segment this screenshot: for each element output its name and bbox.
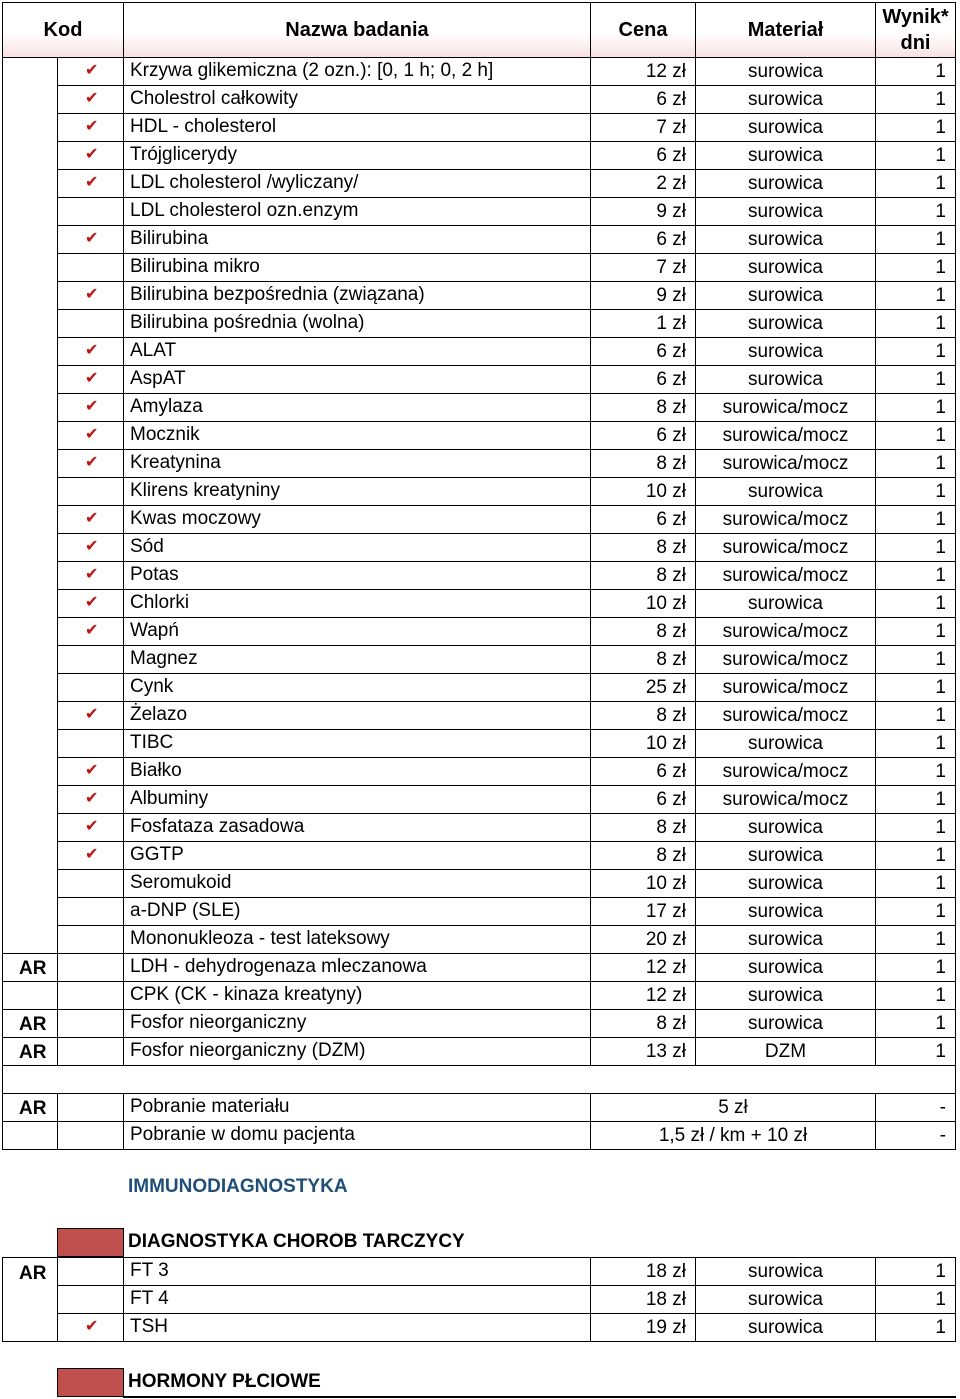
test-days: 1 (875, 253, 956, 282)
test-name: Chlorki (123, 589, 591, 618)
test-name: AspAT (123, 365, 591, 394)
test-name: Klirens kreatyniny (123, 477, 591, 506)
test-material: surowica (695, 225, 876, 254)
test-name: Kreatynina (123, 449, 591, 478)
test-days: 1 (875, 953, 956, 982)
test-material: surowica/mocz (695, 421, 876, 450)
test-name: a-DNP (SLE) (123, 897, 591, 926)
test-days: 1 (875, 589, 956, 618)
checkmark-icon: ✔ (85, 426, 99, 443)
check-cell (57, 505, 124, 534)
check-cell (57, 953, 124, 982)
test-name: Sód (123, 533, 591, 562)
test-price: 6 zł (590, 85, 696, 114)
test-material: surowica (695, 141, 876, 170)
check-cell (57, 729, 124, 758)
section-color-swatch (57, 1368, 124, 1397)
test-price: 10 zł (590, 869, 696, 898)
check-cell (57, 841, 124, 870)
test-name: Albuminy (123, 785, 591, 814)
checkmark-icon: ✔ (85, 174, 99, 191)
test-name: Seromukoid (123, 869, 591, 898)
checkmark-icon: ✔ (85, 510, 99, 527)
test-price: 10 zł (590, 729, 696, 758)
header-kod: Kod (2, 2, 124, 58)
test-name: Trójglicerydy (123, 141, 591, 170)
test-name: Krzywa glikemiczna (2 ozn.): [0, 1 h; 0, 2 h] (123, 57, 591, 86)
test-price: 13 zł (590, 1037, 696, 1066)
kod-cell: AR (2, 1093, 58, 1122)
test-days: 1 (875, 645, 956, 674)
test-name: Bilirubina bezpośrednia (związana) (123, 281, 591, 310)
kod-cell: AR (2, 1037, 58, 1066)
test-days: 1 (875, 757, 956, 786)
test-name: Fosfataza zasadowa (123, 813, 591, 842)
check-cell (57, 1093, 124, 1122)
test-days: 1 (875, 57, 956, 86)
service-name: Pobranie w domu pacjenta (123, 1121, 591, 1150)
checkmark-icon: ✔ (85, 342, 99, 359)
test-price: 12 zł (590, 953, 696, 982)
test-price: 9 zł (590, 281, 696, 310)
test-price: 6 zł (590, 421, 696, 450)
test-material: surowica/mocz (695, 757, 876, 786)
checkmark-icon: ✔ (85, 370, 99, 387)
test-price: 6 zł (590, 337, 696, 366)
test-name: Białko (123, 757, 591, 786)
checkmark-icon: ✔ (85, 762, 99, 779)
test-days: 1 (875, 1257, 956, 1286)
test-material: surowica/mocz (695, 645, 876, 674)
kod-cell: AR (2, 1009, 58, 1038)
test-price: 6 zł (590, 505, 696, 534)
check-cell (57, 785, 124, 814)
checkmark-icon: ✔ (85, 146, 99, 163)
test-price: 8 zł (590, 841, 696, 870)
test-price: 8 zł (590, 1009, 696, 1038)
test-material: surowica (695, 1257, 876, 1286)
test-days: 1 (875, 729, 956, 758)
section-heading-immunodiagnostics: IMMUNODIAGNOSTYKA (128, 1177, 348, 1197)
section-heading-hormones: HORMONY PŁCIOWE (128, 1372, 321, 1392)
test-material: surowica (695, 589, 876, 618)
test-name: LDL cholesterol ozn.enzym (123, 197, 591, 226)
check-cell (57, 589, 124, 618)
check-cell (57, 85, 124, 114)
test-material: DZM (695, 1037, 876, 1066)
test-days: 1 (875, 1009, 956, 1038)
test-price: 2 zł (590, 169, 696, 198)
test-price: 6 zł (590, 785, 696, 814)
test-material: surowica (695, 1285, 876, 1314)
kod-cell (2, 981, 58, 1010)
test-name: LDH - dehydrogenaza mleczanowa (123, 953, 591, 982)
test-price: 25 zł (590, 673, 696, 702)
test-price: 10 zł (590, 589, 696, 618)
test-material: surowica/mocz (695, 561, 876, 590)
test-material: surowica/mocz (695, 673, 876, 702)
check-cell (57, 701, 124, 730)
check-cell (57, 1037, 124, 1066)
test-days: 1 (875, 1285, 956, 1314)
section-underline (123, 1396, 956, 1398)
test-material: surowica (695, 365, 876, 394)
test-name: Potas (123, 561, 591, 590)
test-days: 1 (875, 85, 956, 114)
check-cell (57, 309, 124, 338)
test-days: 1 (875, 197, 956, 226)
test-days: 1 (875, 981, 956, 1010)
test-material: surowica (695, 337, 876, 366)
test-material: surowica (695, 1313, 876, 1342)
check-cell (57, 617, 124, 646)
test-material: surowica (695, 925, 876, 954)
test-material: surowica (695, 869, 876, 898)
check-cell (57, 645, 124, 674)
test-price: 20 zł (590, 925, 696, 954)
test-days: 1 (875, 813, 956, 842)
test-days: 1 (875, 281, 956, 310)
test-price: 8 zł (590, 617, 696, 646)
test-name: Fosfor nieorganiczny (123, 1009, 591, 1038)
test-price: 8 zł (590, 813, 696, 842)
test-material: surowica (695, 169, 876, 198)
test-name: FT 4 (123, 1285, 591, 1314)
service-days: - (875, 1121, 956, 1150)
test-days: 1 (875, 785, 956, 814)
test-price: 1 zł (590, 309, 696, 338)
test-material: surowica/mocz (695, 505, 876, 534)
test-days: 1 (875, 505, 956, 534)
test-days: 1 (875, 673, 956, 702)
test-name: GGTP (123, 841, 591, 870)
test-days: 1 (875, 897, 956, 926)
test-days: 1 (875, 169, 956, 198)
service-price: 1,5 zł / km + 10 zł (590, 1121, 876, 1150)
check-cell (57, 477, 124, 506)
check-cell (57, 113, 124, 142)
kod-cell-merged (2, 57, 58, 954)
checkmark-icon: ✔ (85, 286, 99, 303)
test-material: surowica (695, 197, 876, 226)
header-nazwa-badania: Nazwa badania (123, 2, 591, 58)
checkmark-icon: ✔ (85, 230, 99, 247)
test-material: surowica/mocz (695, 701, 876, 730)
check-cell (57, 1121, 124, 1150)
kod-cell (2, 1121, 58, 1150)
test-price: 18 zł (590, 1257, 696, 1286)
check-cell (57, 1257, 124, 1286)
test-price: 10 zł (590, 477, 696, 506)
check-cell (57, 281, 124, 310)
test-price: 8 zł (590, 645, 696, 674)
kod-cell: AR (2, 1257, 58, 1342)
service-name: Pobranie materiału (123, 1093, 591, 1122)
test-material: surowica (695, 85, 876, 114)
test-days: 1 (875, 421, 956, 450)
header-wynik-label: Wynik* (882, 6, 949, 28)
test-name: Bilirubina mikro (123, 253, 591, 282)
check-cell (57, 393, 124, 422)
checkmark-icon: ✔ (85, 398, 99, 415)
test-name: Bilirubina pośrednia (wolna) (123, 309, 591, 338)
checkmark-icon: ✔ (85, 1318, 99, 1335)
test-price: 9 zł (590, 197, 696, 226)
test-name: Wapń (123, 617, 591, 646)
test-name: HDL - cholesterol (123, 113, 591, 142)
check-cell (57, 1009, 124, 1038)
test-material: surowica (695, 897, 876, 926)
checkmark-icon: ✔ (85, 790, 99, 807)
test-material: surowica (695, 113, 876, 142)
check-cell (57, 1285, 124, 1314)
check-cell (57, 561, 124, 590)
test-material: surowica (695, 841, 876, 870)
test-material: surowica/mocz (695, 785, 876, 814)
service-price: 5 zł (590, 1093, 876, 1122)
test-name: LDL cholesterol /wyliczany/ (123, 169, 591, 198)
checkmark-icon: ✔ (85, 90, 99, 107)
test-material: surowica (695, 1009, 876, 1038)
test-name: Magnez (123, 645, 591, 674)
test-price: 6 zł (590, 141, 696, 170)
test-days: 1 (875, 1037, 956, 1066)
test-name: Mononukleoza - test lateksowy (123, 925, 591, 954)
test-days: 1 (875, 617, 956, 646)
test-days: 1 (875, 225, 956, 254)
test-days: 1 (875, 841, 956, 870)
check-cell (57, 533, 124, 562)
test-material: surowica (695, 813, 876, 842)
checkmark-icon: ✔ (85, 538, 99, 555)
check-cell (57, 253, 124, 282)
test-name: Kwas moczowy (123, 505, 591, 534)
test-name: TIBC (123, 729, 591, 758)
section-color-swatch (57, 1228, 124, 1257)
test-price: 12 zł (590, 57, 696, 86)
test-price: 8 zł (590, 449, 696, 478)
header-wynik-unit: dni (900, 32, 931, 54)
checkmark-icon: ✔ (85, 706, 99, 723)
test-name: Cholestrol całkowity (123, 85, 591, 114)
header-material: Materiał (695, 2, 876, 58)
test-material: surowica (695, 281, 876, 310)
check-cell (57, 141, 124, 170)
test-price: 18 zł (590, 1285, 696, 1314)
check-cell (57, 925, 124, 954)
test-name: Bilirubina (123, 225, 591, 254)
test-days: 1 (875, 337, 956, 366)
test-days: 1 (875, 925, 956, 954)
check-cell (57, 981, 124, 1010)
test-price: 7 zł (590, 113, 696, 142)
check-cell (57, 813, 124, 842)
test-price: 7 zł (590, 253, 696, 282)
check-cell (57, 337, 124, 366)
test-material: surowica (695, 477, 876, 506)
test-name: ALAT (123, 337, 591, 366)
test-days: 1 (875, 365, 956, 394)
test-days: 1 (875, 701, 956, 730)
test-price: 12 zł (590, 981, 696, 1010)
test-price: 8 zł (590, 533, 696, 562)
check-cell (57, 1313, 124, 1342)
test-material: surowica/mocz (695, 393, 876, 422)
check-cell (57, 197, 124, 226)
spacer-row (2, 1065, 956, 1094)
test-price: 8 zł (590, 701, 696, 730)
check-cell (57, 169, 124, 198)
test-name: Cynk (123, 673, 591, 702)
test-days: 1 (875, 449, 956, 478)
check-cell (57, 449, 124, 478)
test-name: TSH (123, 1313, 591, 1342)
check-cell (57, 757, 124, 786)
test-days: 1 (875, 309, 956, 338)
test-material: surowica (695, 981, 876, 1010)
test-price: 6 zł (590, 757, 696, 786)
test-price: 8 zł (590, 393, 696, 422)
check-cell (57, 869, 124, 898)
service-days: - (875, 1093, 956, 1122)
check-cell (57, 365, 124, 394)
test-price: 17 zł (590, 897, 696, 926)
checkmark-icon: ✔ (85, 566, 99, 583)
test-name: CPK (CK - kinaza kreatyny) (123, 981, 591, 1010)
check-cell (57, 421, 124, 450)
checkmark-icon: ✔ (85, 846, 99, 863)
test-material: surowica/mocz (695, 449, 876, 478)
test-days: 1 (875, 141, 956, 170)
test-name: FT 3 (123, 1257, 591, 1286)
test-price: 19 zł (590, 1313, 696, 1342)
test-name: Amylaza (123, 393, 591, 422)
check-cell (57, 897, 124, 926)
test-days: 1 (875, 1313, 956, 1342)
test-price: 6 zł (590, 225, 696, 254)
test-material: surowica (695, 953, 876, 982)
test-material: surowica (695, 309, 876, 338)
checkmark-icon: ✔ (85, 594, 99, 611)
kod-cell: AR (2, 953, 58, 982)
test-material: surowica (695, 729, 876, 758)
test-price: 6 zł (590, 365, 696, 394)
test-price: 8 zł (590, 561, 696, 590)
section-heading-thyroid: DIAGNOSTYKA CHORÓB TARCZYCY (128, 1232, 465, 1252)
header-wynik (875, 2, 956, 58)
test-material: surowica (695, 57, 876, 86)
check-cell (57, 673, 124, 702)
test-days: 1 (875, 393, 956, 422)
checkmark-icon: ✔ (85, 454, 99, 471)
test-name: Żelazo (123, 701, 591, 730)
test-name: Mocznik (123, 421, 591, 450)
test-name: Fosfor nieorganiczny (DZM) (123, 1037, 591, 1066)
test-material: surowica (695, 253, 876, 282)
check-cell (57, 225, 124, 254)
test-days: 1 (875, 869, 956, 898)
checkmark-icon: ✔ (85, 818, 99, 835)
test-days: 1 (875, 533, 956, 562)
check-cell (57, 57, 124, 86)
checkmark-icon: ✔ (85, 62, 99, 79)
test-days: 1 (875, 113, 956, 142)
test-days: 1 (875, 561, 956, 590)
checkmark-icon: ✔ (85, 622, 99, 639)
header-cena: Cena (590, 2, 696, 58)
test-days: 1 (875, 477, 956, 506)
test-material: surowica/mocz (695, 617, 876, 646)
checkmark-icon: ✔ (85, 118, 99, 135)
test-material: surowica/mocz (695, 533, 876, 562)
